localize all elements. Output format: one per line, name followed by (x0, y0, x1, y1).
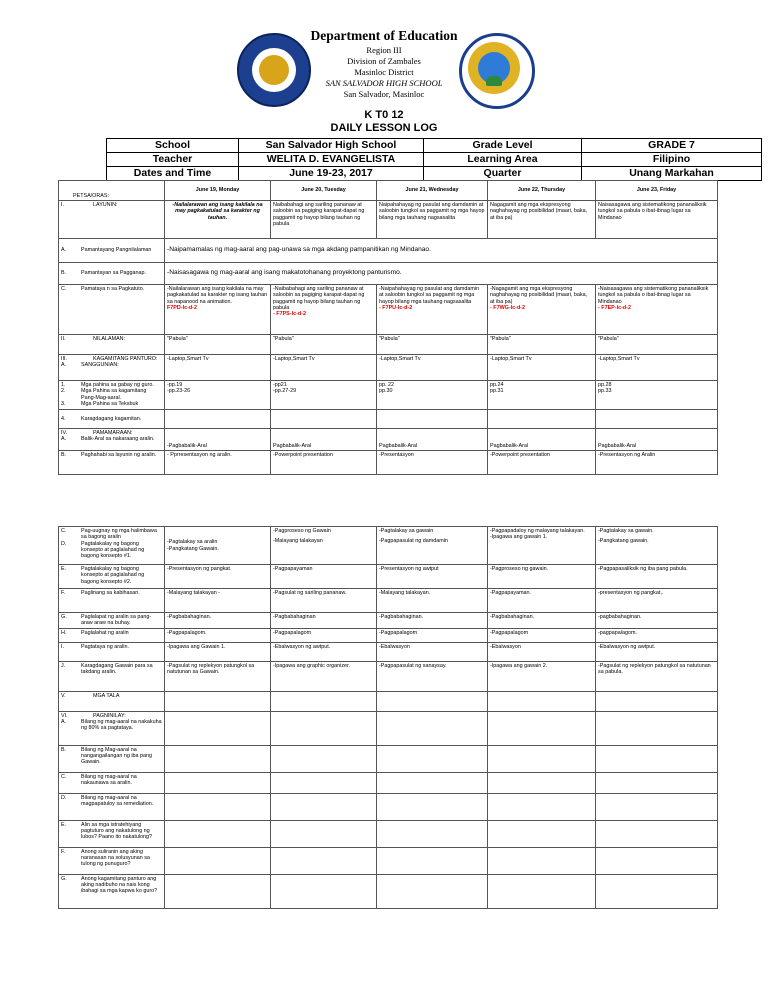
day-header-1: June 19, Monday (165, 181, 271, 201)
quarter-label: Quarter (424, 167, 582, 181)
pamantayan-sa-pagganap-text: -Naisasagawa ng mag-aaral ang isang makatotohanang proyektong panturismo. (165, 263, 718, 285)
pagkatuto-cell: -Naibabahagi ang sariling pananaw at saloobin sa pagiging karapat-dapat ng paggamit ng hayop bilang tauhan ng pabula - F7PS-Ic-d-2 (271, 285, 377, 335)
balik-aral-cell: Pagbabalik-Aral (271, 429, 377, 451)
pamantayan-sa-pagkatuto-label: C. Pamataya n sa Pagkatuto. (59, 285, 165, 335)
nilalaman-cell: "Pabula" (165, 335, 271, 355)
day-header-5: June 23, Friday (596, 181, 718, 201)
paglalapat-cell: -Pagbabahaginan. (165, 613, 271, 629)
pag-uugnay-cell: -Pagtalakay sa gawain -Pagpapasulat ng damdamin (377, 527, 488, 565)
empty-cell (596, 711, 718, 745)
area-value: Filipino (582, 153, 762, 167)
pagninilay-item-e: E. Alin sa mga istratehiyang pagtuturo ang nakatulong ng lubos? Paano ito nakatulong? (59, 820, 165, 847)
konsepto-2-cell: -Presentasyon ng awtput (377, 565, 488, 589)
empty-cell (165, 745, 271, 772)
day-header-4: June 22, Thursday (488, 181, 596, 201)
empty-cell (377, 711, 488, 745)
konsepto-2-label: E. Pagtalakalay ng bagong konsepto at paglalahad ng bagong konsepto #2. (59, 565, 165, 589)
grade-value: GRADE 7 (582, 139, 762, 153)
empty-cell (165, 820, 271, 847)
pagtataya-cell: -Ebalwasyon (377, 642, 488, 661)
empty-cell (488, 711, 596, 745)
nilalaman-cell: "Pabula" (596, 335, 718, 355)
pagtataya-cell: -Ebalwasyon ng awtput. (596, 642, 718, 661)
mga-tala-label: V. MGA TALA (59, 691, 165, 711)
competency-code: - F7EP-Ic-d-2 (598, 304, 631, 311)
region-line: Region III (366, 45, 402, 55)
empty-cell (377, 847, 488, 874)
paghahabi-cell: -Presentasyon (377, 451, 488, 475)
kagamitan-cell: -Laptop,Smart Tv (488, 355, 596, 381)
takdang-aralin-cell: -Ipagawa ang gawain 2. (488, 661, 596, 691)
pagtataya-cell: -Ipagawa ang Gawain 1. (165, 642, 271, 661)
empty-cell (596, 745, 718, 772)
kagamitan-cell: -Laptop,Smart Tv (165, 355, 271, 381)
kagamitan-cell: -Laptop,Smart Tv (377, 355, 488, 381)
empty-cell (271, 793, 377, 820)
layunin-cell: Nagagamit ang mga ekspresyong naghahayag ng posibilidad (maari, baka, at iba pa) (488, 201, 596, 239)
pages-cell: -pp21 -pp.27-29 (271, 381, 377, 410)
pagtataya-cell: -Ebalwasyon (488, 642, 596, 661)
teacher-value: WELITA D. EVANGELISTA (239, 153, 424, 167)
pagtataya-cell: -Ebalwasyon ng awtput. (271, 642, 377, 661)
layunin-cell: Naipahahayag ng pasulat ang damdamin at saloobin tungkol sa paggamit ng mga hayop bilang mga tauhang nagsasalita (377, 201, 488, 239)
paglalahat-cell: -Pagpapalagom (377, 628, 488, 642)
day-header-2: June 20, Tuesday (271, 181, 377, 201)
takdang-aralin-cell: -Pagsulat ng replekyon patungkol sa natutunan sa Gawain. (165, 661, 271, 691)
pages-cell: pp.24 pp.31 (488, 381, 596, 410)
empty-cell (165, 847, 271, 874)
paglalahat-label: H. Paglalahat ng aralin (59, 628, 165, 642)
paglalapat-cell: -Pagbabahaginan. (488, 613, 596, 629)
empty-cell (488, 691, 596, 711)
paglalahat-cell: -Pagpapalagom. (165, 628, 271, 642)
teacher-label: Teacher (107, 153, 239, 167)
empty-cell (271, 745, 377, 772)
pagninilay-label: VI. PAGNINILAY: A. Bilang ng mag-aaral na nakakuha ng 80% sa pagtataya. (59, 711, 165, 745)
paglalapat-label: G. Paglalapat ng aralin sa pang-araw araw na buhay. (59, 613, 165, 629)
empty-cell (271, 820, 377, 847)
grade-label: Grade Level (424, 139, 582, 153)
paglinang-cell: -presentasyon ng pangkat,. (596, 589, 718, 613)
school-value: San Salvador High School (239, 139, 424, 153)
pamantayan-sa-pagganap-label: B. Pamantayan sa Pagganap. (59, 263, 165, 285)
empty-cell (596, 410, 718, 429)
pag-uugnay-cell: -Pagtalakay sa aralin -Pangkatang Gawain. (165, 527, 271, 565)
pages-cell: pp.28 pp.33 (596, 381, 718, 410)
konsepto-2-cell: -Pagproseso ng gawain. (488, 565, 596, 589)
paglalahat-cell: -Pagpapalagom (271, 628, 377, 642)
konsepto-2-cell: -Pagpapayaman (271, 565, 377, 589)
pages-cell: pp. 22 pp.30 (377, 381, 488, 410)
empty-cell (377, 874, 488, 908)
empty-cell (488, 745, 596, 772)
layunin-cell: Naibabahagi ang sariling pananaw at saloobin sa pagiging karapat-dapat ng paggamit ng hayop bilang tauhan ng pabula (271, 201, 377, 239)
pagninilay-item-g: G. Anong kagamitang panturo ang aking nadibuho na nais kong ibahagi sa mga kapwa ko guro? (59, 874, 165, 908)
grade-program-title: K T0 12 (364, 109, 404, 121)
petsa-label: PETSA/ORAS: (59, 181, 165, 201)
balik-aral-cell: -Pagbabalik-Aral (165, 429, 271, 451)
empty-cell (377, 691, 488, 711)
dates-value: June 19-23, 2017 (239, 167, 424, 181)
competency-code: - F7PS-Ic-d-2 (273, 311, 306, 318)
layunin-cell: -Nailalarawan ang isang kakilala na may pagkakatulad sa karakter ng tauhan. (165, 201, 271, 239)
empty-cell (596, 691, 718, 711)
empty-cell (596, 793, 718, 820)
paglalapat-cell: -Pagbabahaginan. (377, 613, 488, 629)
competency-code: - F7WG-Ic-d-2 (490, 304, 526, 311)
takdang-aralin-label: J. Karagdagang Gawain para sa takdang aralin. (59, 661, 165, 691)
takdang-aralin-cell: -Ipagawa ang graphic organizer. (271, 661, 377, 691)
balik-aral-cell: Pagbabalik-Aral (488, 429, 596, 451)
balik-aral-label: IV. PAMAMARAAN: A. Balik-Aral sa nakaraang aralin. (59, 429, 165, 451)
empty-cell (271, 711, 377, 745)
pagninilay-item-f: F. Anong suliranin ang aking naranasan na solusyunan sa tulong ng punuguro? (59, 847, 165, 874)
division-line: Division of Zambales (347, 56, 421, 66)
empty-cell (271, 874, 377, 908)
layunin-cell: Naisasagawa ang sistematikong pananaliksik tungkol sa pabula o ibat-ibnag lugar sa Mindanao (596, 201, 718, 239)
empty-cell (488, 847, 596, 874)
pagkatuto-cell: -Naipahahayag ng pasulat ang damdamin at saloobin tungkol sa paggamit ng mga hayop bilang mga tauhang nagsasalita - F7PU-Ic-d-2 (377, 285, 488, 335)
empty-cell (271, 847, 377, 874)
pagtataya-label: I. Pagtataya ng aralin. (59, 642, 165, 661)
paghahabi-label: B. Paghahabi sa layunin ng aralin. (59, 451, 165, 475)
competency-code: F7PD-Ic-d-2 (167, 304, 197, 311)
pagkatuto-cell: -Naisasagawa ang sistematikong pananaliksik tungkol sa pabula o ibat-ibnag lugar sa Mindanao - F7EP-Ic-d-2 (596, 285, 718, 335)
karagdagang-kagamitan-label: 4. Karagdagang kagamitan. (59, 410, 165, 429)
sanggunian-pages-label: 1. Mga pahina sa gabay ng guro. 2. Mga Pahina sa kagamitang Pang-Mag-aaral. 3. Mga Pahina sa Teksbuk (59, 381, 165, 410)
paglalapat-cell: -pagbabahaginan. (596, 613, 718, 629)
school-label: School (107, 139, 239, 153)
pag-uugnay-cell: -Pagproseso ng Gawain -Malayang talakayan (271, 527, 377, 565)
pamantayang-pangnilalaman-label: A. Pamantayang Pangnilalaman (59, 239, 165, 263)
competency-code: - F7PU-Ic-d-2 (379, 304, 413, 311)
day-header-3: June 21, Wednesday (377, 181, 488, 201)
konsepto-2-cell: -Pagpapasaliksik ng iba pang pabula. (596, 565, 718, 589)
nilalaman-label: II. NILALAMAN: (59, 335, 165, 355)
pagninilay-item-c: C. Bilang ng mag-aaral na nakaunawa sa aralin. (59, 772, 165, 793)
district-line: Masinloc District (354, 67, 414, 77)
pag-uugnay-label: C. Pag-uugnay ng mga halimbawa sa bagong aralin D. Pagtalakalay ng bagong konsepto at paglalahad ng bagong konsepto #1. (59, 527, 165, 565)
paglinang-cell: -Malayang talakayan - (165, 589, 271, 613)
pag-uugnay-cell: -Pagtalakay sa gawain. -Pangkatang gawain. (596, 527, 718, 565)
empty-cell (488, 874, 596, 908)
kagamitang-panturo-label: III. KAGAMITANG PANTURO: A. SANGGUNIAN: (59, 355, 165, 381)
paglinang-cell: -Pagsulat ng sariling pananaw. (271, 589, 377, 613)
daily-lesson-log-title: DAILY LESSON LOG (330, 122, 438, 134)
paglinang-cell: -Pagpapayaman. (488, 589, 596, 613)
empty-cell (488, 820, 596, 847)
empty-cell (165, 711, 271, 745)
empty-cell (271, 691, 377, 711)
balik-aral-cell: Pagbabalik-Aral (596, 429, 718, 451)
paghahabi-cell: - Pprresentasyon ng aralin. (165, 451, 271, 475)
empty-cell (377, 820, 488, 847)
empty-cell (596, 874, 718, 908)
address-line: San Salvador, Masinloc (343, 89, 425, 99)
empty-cell (596, 820, 718, 847)
takdang-aralin-cell: -Pagsulat ng replekyon patungkol sa natutunan sa pabula. (596, 661, 718, 691)
empty-cell (488, 410, 596, 429)
pages-cell: -pp.19 -pp.23-26 (165, 381, 271, 410)
paglinang-label: F. Paglinang sa kabihasan. (59, 589, 165, 613)
empty-cell (377, 793, 488, 820)
paglalahat-cell: -Pagpapalagom (488, 628, 596, 642)
konsepto-2-cell: -Presentasyon ng pangkat. (165, 565, 271, 589)
quarter-value: Unang Markahan (582, 167, 762, 181)
empty-cell (377, 745, 488, 772)
pagkatuto-cell: -Nagagamit ang mga ekspresyong naghahayag ng posibilidad (maari, baka, at iba pa) - F7WG-Ic-d-2 (488, 285, 596, 335)
dates-label: Dates and Time (107, 167, 239, 181)
empty-cell (488, 793, 596, 820)
empty-cell (165, 691, 271, 711)
empty-cell (488, 772, 596, 793)
takdang-aralin-cell: -Pagpapasulat ng sanaysay. (377, 661, 488, 691)
empty-cell (165, 793, 271, 820)
empty-cell (596, 772, 718, 793)
paglinang-cell: -Malayang talakayan. (377, 589, 488, 613)
department-title: Department of Education (310, 28, 458, 43)
lesson-table-lower (58, 526, 718, 909)
empty-cell (596, 847, 718, 874)
paghahabi-cell: -Powerpoint presentation (488, 451, 596, 475)
school-line: SAN SALVADOR HIGH SCHOOL (325, 78, 443, 88)
kagamitan-cell: -Laptop,Smart Tv (271, 355, 377, 381)
empty-cell (271, 772, 377, 793)
empty-cell (271, 410, 377, 429)
paglalahat-cell: -pagpapalagom. (596, 628, 718, 642)
balik-aral-cell: Pagbabalik-Aral (377, 429, 488, 451)
nilalaman-cell: "Pabula" (488, 335, 596, 355)
pagninilay-item-d: D. Bilang ng mag-aaral na magpapatuloy sa remediation. (59, 793, 165, 820)
paglalapat-cell: -Pagbabahaginan (271, 613, 377, 629)
pagkatuto-cell: -Nailalarawan ang isang kakilala na may pagkakatulad sa karakter ng isang tauhan sa napanood na animation. F7PD-Ic-d-2 (165, 285, 271, 335)
paghahabi-cell: -Powerpoint presentation (271, 451, 377, 475)
layunin-label: I. LAYUNIN: (59, 201, 165, 239)
empty-cell (377, 772, 488, 793)
paghahabi-cell: -Presentasyon ng Aralin (596, 451, 718, 475)
area-label: Learning Area (424, 153, 582, 167)
pagninilay-item-b: B. Bilang ng Mag-aaral na nangangailangan ng iba pang Gawain. (59, 745, 165, 772)
empty-cell (165, 772, 271, 793)
kagamitan-cell: -Laptop,Smart Tv (596, 355, 718, 381)
empty-cell (165, 410, 271, 429)
lesson-table-upper (58, 180, 718, 475)
nilalaman-cell: "Pabula" (377, 335, 488, 355)
empty-cell (165, 874, 271, 908)
info-table (106, 138, 762, 181)
pamantayang-pangnilalaman-text: -Naipamamalas ng mag-aaral ang pag-unawa sa mga akdang pampanitikan ng Mindanao. (165, 239, 718, 263)
pag-uugnay-cell: -Pagpapadaloy ng malayang talakayan. -Ipagawa ang gawain 1. (488, 527, 596, 565)
nilalaman-cell: "Pabula" (271, 335, 377, 355)
empty-cell (377, 410, 488, 429)
